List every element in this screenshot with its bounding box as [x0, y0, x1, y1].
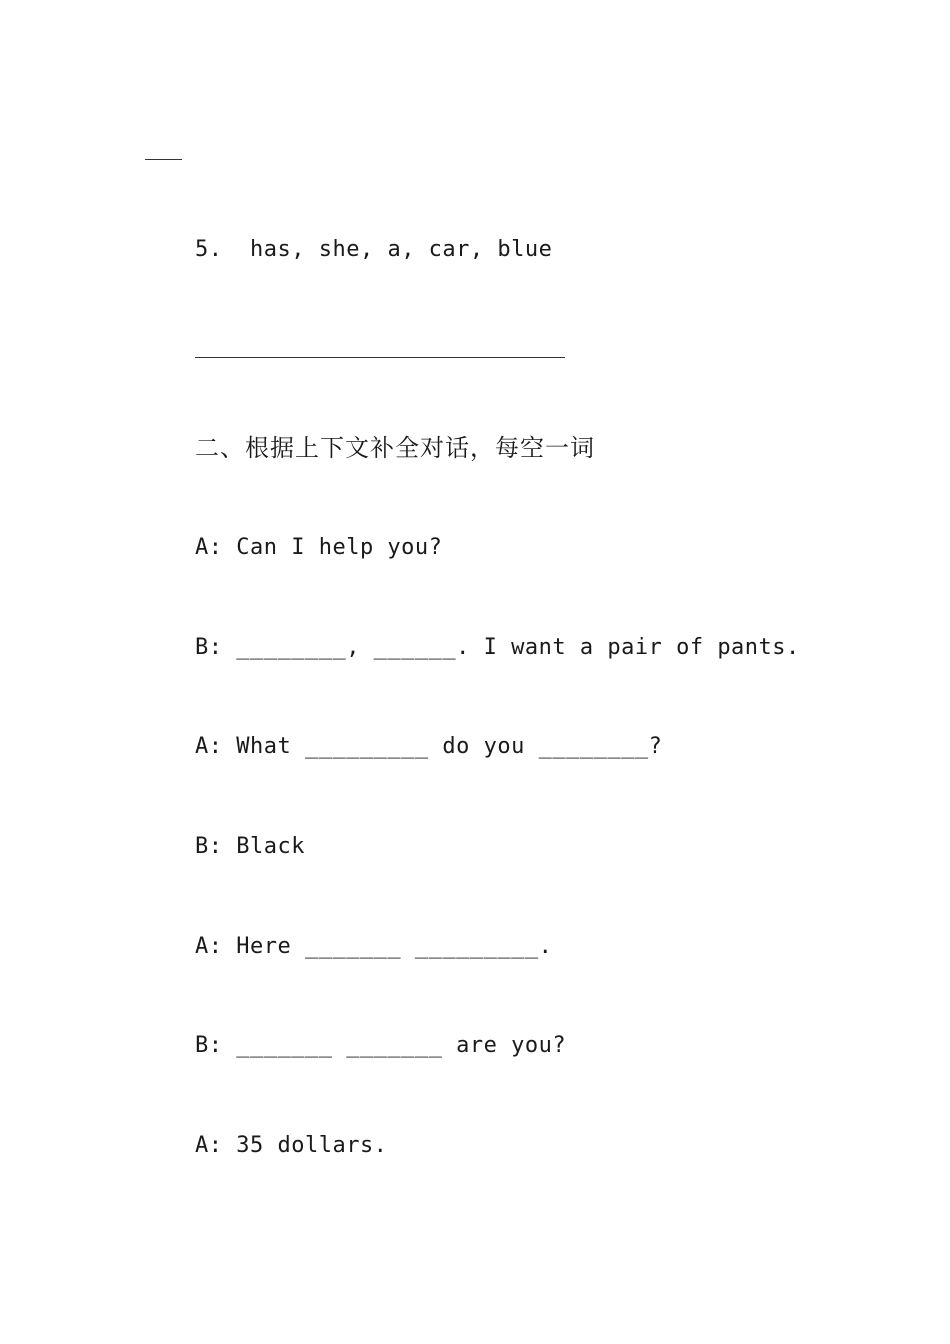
dialogue-line-2: B: ________, ______. I want a pair of pants. [195, 635, 800, 660]
dialogue-line-3: A: What _________ do you ________? [195, 734, 663, 759]
answer-line [195, 357, 565, 358]
dialogue-line-6: B: _______ _______ are you? [195, 1033, 567, 1058]
dialogue-line-7: A: 35 dollars. [195, 1133, 388, 1158]
section-heading: 二、根据上下文补全对话，每空一词 [195, 434, 595, 462]
dialogue-line-1: A: Can I help you? [195, 535, 443, 560]
question-words: has, she, a, car, blue [250, 237, 553, 262]
dialogue-line-5: A: Here _______ _________. [195, 934, 553, 959]
page-corner-mark [145, 159, 182, 160]
question-5 [195, 235, 552, 265]
question-number: 5. [195, 237, 223, 262]
dialogue-line-4: B: Black [195, 834, 305, 859]
